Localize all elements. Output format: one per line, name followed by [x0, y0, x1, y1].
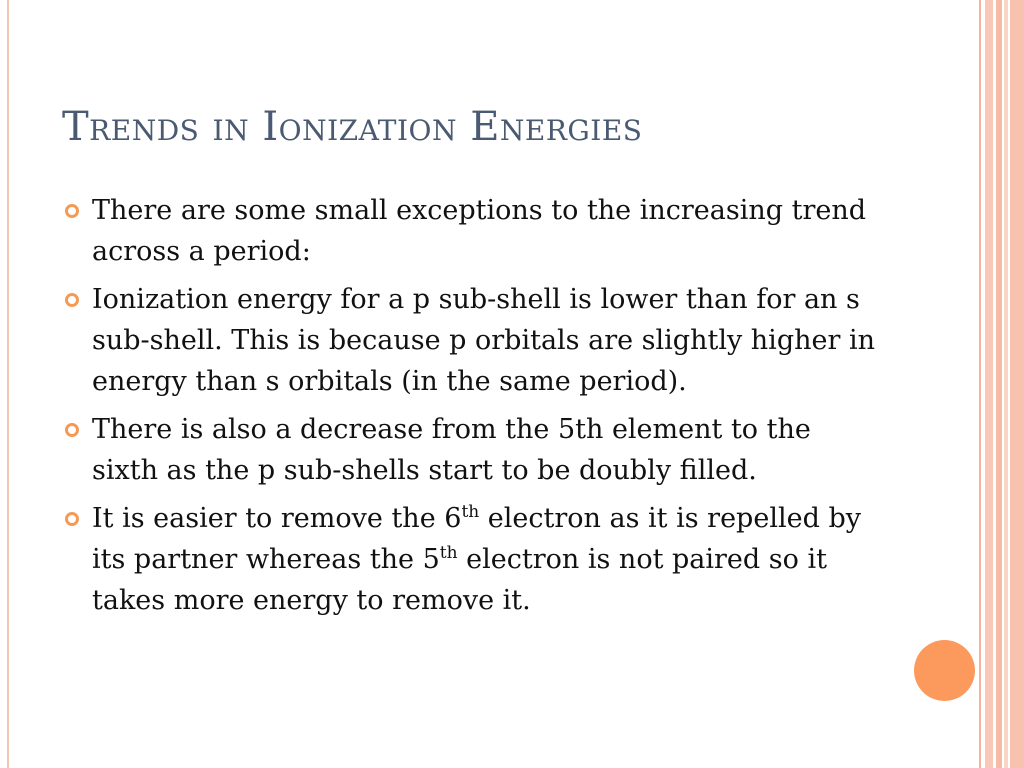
- bullet-text: There is also a decrease from the 5th element to the sixth as the p sub-shells start to be doubly filled.: [92, 414, 811, 486]
- bullet-item: [62, 409, 882, 491]
- bullet-text: There are some small exceptions to the increasing trend across a period:: [92, 195, 867, 267]
- superscript: th: [439, 543, 458, 563]
- bullet-item: [62, 190, 882, 272]
- ring-bullet-icon: [65, 423, 79, 437]
- slide-title: Trends in Ionization Energies: [62, 104, 643, 150]
- ring-bullet-icon: [65, 204, 79, 218]
- bullet-item: [62, 498, 882, 621]
- left-border-line: [7, 0, 9, 768]
- bullet-text-part: electron as it is repelled by its partner whereas the 5: [92, 503, 861, 575]
- decorative-circle: [914, 640, 975, 701]
- bullet-text-part: It is easier to remove the 6: [92, 503, 462, 534]
- bullet-item: [62, 279, 882, 402]
- bullet-list: [62, 190, 882, 628]
- superscript: th: [461, 502, 480, 522]
- right-stripe: [985, 0, 993, 768]
- ring-bullet-icon: [65, 512, 79, 526]
- right-stripe: [979, 0, 981, 768]
- bullet-text-part: electron is not paired so it takes more energy to remove it.: [92, 544, 827, 616]
- bullet-text: Ionization energy for a p sub-shell is lower than for an s sub-shell. This is because p orbitals are slightly higher in energy than s orbitals (in the same period).: [92, 284, 875, 397]
- ring-bullet-icon: [65, 293, 79, 307]
- right-stripe: [1010, 0, 1024, 768]
- right-stripe: [996, 0, 1002, 768]
- right-stripe: [1004, 0, 1008, 768]
